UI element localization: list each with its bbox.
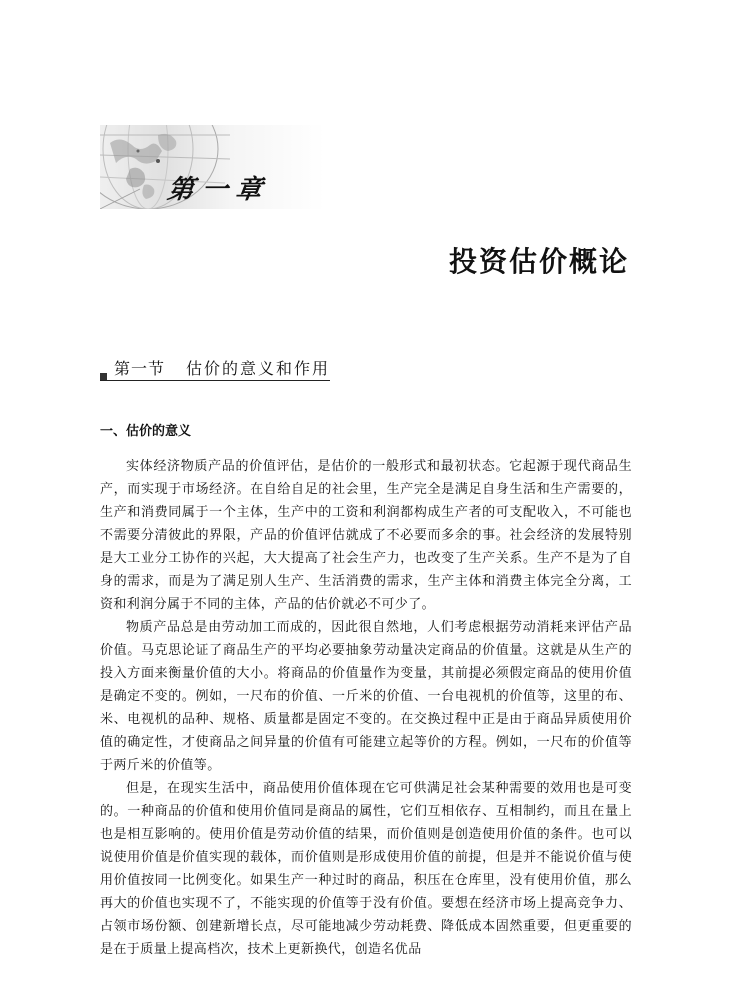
- chapter-label: 第一章: [165, 175, 272, 205]
- section-marker-icon: [100, 373, 107, 380]
- section-heading: [100, 358, 330, 381]
- section-title: 估价的意义和作用: [186, 359, 331, 378]
- chapter-title: 投资估价概论: [448, 245, 629, 278]
- body-text: [100, 455, 632, 961]
- section-number: 第一节: [114, 359, 166, 378]
- paragraph: 但是，在现实生活中，商品使用价值体现在它可供满足社会某种需要的效用也是可变的。一种商品的价值和使用价值同是商品的属性，它们互相依存、互相制约，而且在量上也是相互影响的。使用价值是劳动价值的结果，而价值则是创造使用价值的条件。也可以说使用价值是价值实现的载体，而价值则是形成使用价值的前提，但是并不能说价值与使用价值按同一比例变化。如果生产一种过时的商品，积压在仓库里，没有使用价值，那么再大的价值也实现不了，不能实现的价值等于没有价值。要想在经济市场上提高竞争力、占领市场份额、创建新增长点，尽可能地减少劳动耗费、降低成本固然重要，但更重要的是在于质量上提高档次，技术上更新换代，创造名优品: [100, 781, 632, 957]
- paragraph: 物质产品总是由劳动加工而成的，因此很自然地，人们考虑根据劳动消耗来评估产品价值。马克思论证了商品生产的平均必要抽象劳动量决定商品的价值量。这就是从生产的投入方面来衡量价值的大小。将商品的价值量作为变量，其前提必须假定商品的使用价值是确定不变的。例如，一尺布的价值、一斤米的价值、一台电视机的价值等，这里的布、米、电视机的品种、规格、质量都是固定不变的。在交换过程中正是由于商品异质使用价值的确定性，才使商品之间异量的价值有可能建立起等价的方程。例如，一尺布的价值等于两斤米的价值等。: [100, 620, 632, 773]
- paragraph: 实体经济物质产品的价值评估，是估价的一般形式和最初状态。它起源于现代商品生产，而实现于市场经济。在自给自足的社会里，生产完全是满足自身生活和生产需要的，生产和消费同属于一个主体，生产中的工资和利润都构成生产者的可支配收入，不可能也不需要分清彼此的界限，产品的价值评估就成了不必要而多余的事。社会经济的发展特别是大工业分工协作的兴起，大大提高了社会生产力，也改变了生产关系。生产不是为了自身的需求，而是为了满足别人生产、生活消费的需求，生产主体和消费主体完全分离，工资和利润分属于不同的主体，产品的估价就必不可少了。: [100, 459, 632, 612]
- subsection-heading: 一、估价的意义: [100, 424, 192, 439]
- chapter-banner: [100, 125, 325, 209]
